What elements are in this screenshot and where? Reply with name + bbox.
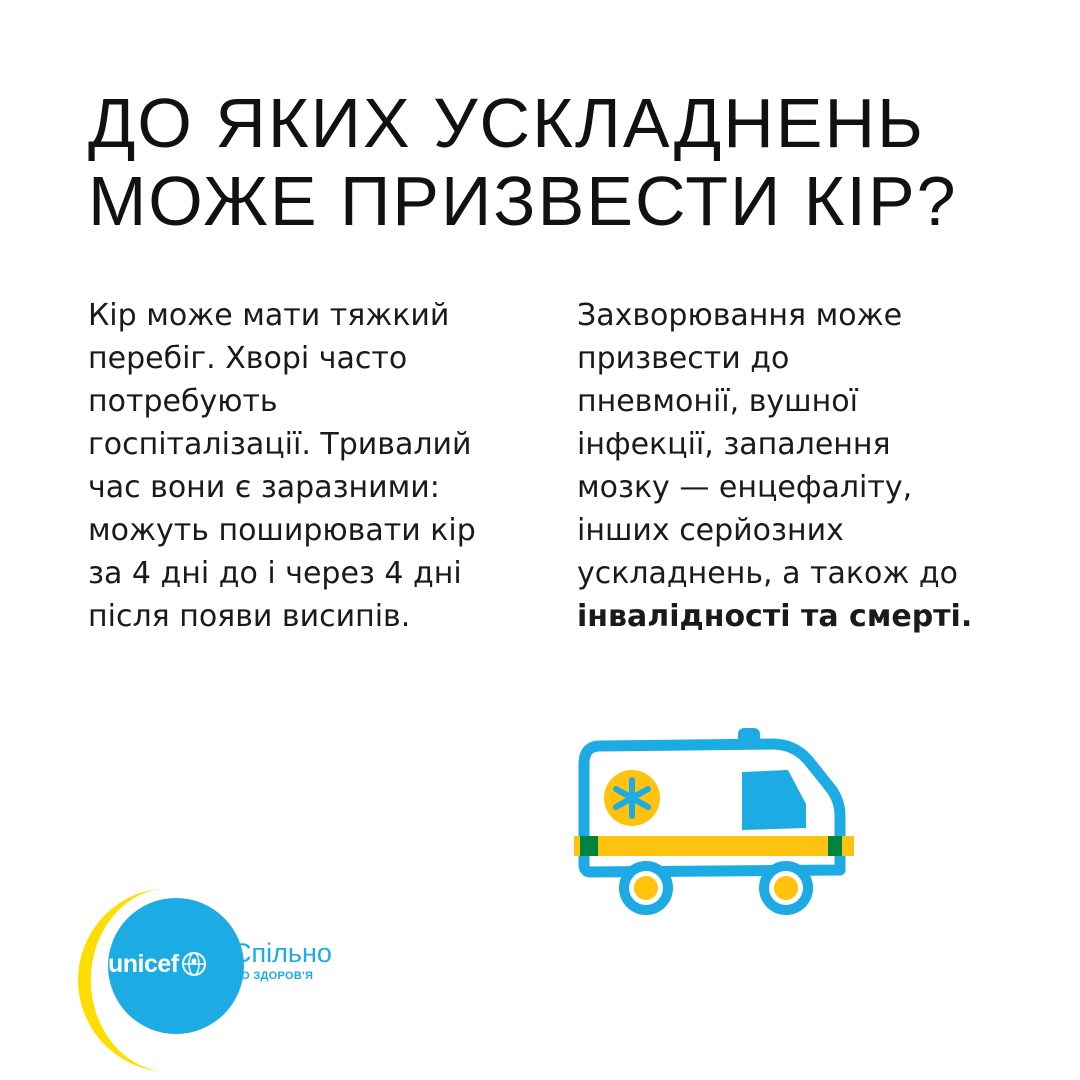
brand-subtitle: ДО ЗДОРОВ'Я [233, 970, 314, 982]
stripe-overlap-right [828, 836, 842, 856]
ambulance-stripe [574, 836, 854, 856]
page-title [88, 84, 1048, 240]
left-line: потребують [88, 384, 278, 419]
ambulance-window [742, 770, 806, 830]
left-line: час вони є заразними: [88, 470, 440, 505]
title-line-2: МОЖЕ ПРИЗВЕСТИ КІР? [88, 162, 958, 240]
right-line: ускладнень, а також до [577, 556, 959, 591]
right-column-text [577, 294, 1017, 638]
right-line: інших серйозних [577, 513, 844, 548]
ambulance-icon [566, 724, 862, 920]
left-line: Кір може мати тяжкий [88, 298, 450, 333]
right-line: призвести до [577, 341, 790, 376]
title-line-1: ДО ЯКИХ УСКЛАДНЕНЬ [88, 84, 925, 162]
left-line: перебіг. Хворі часто [88, 341, 408, 376]
right-line: Захворювання може [577, 298, 903, 333]
left-line: можуть поширювати кір [88, 513, 476, 548]
right-line: мозку — енцефаліту, [577, 470, 913, 505]
stripe-overlap-left [580, 836, 598, 856]
left-line: госпіталізації. Тривалий [88, 427, 472, 462]
right-line: пневмонії, вушної [577, 384, 858, 419]
unicef-emblem-icon [180, 950, 208, 978]
left-line: за 4 дні до і через 4 дні [88, 556, 462, 591]
wheel-left-hub [634, 876, 658, 900]
right-emphasis: інвалідності та смерті. [577, 599, 973, 634]
unicef-wordmark: unicef [108, 950, 179, 978]
left-line: після появи висипів. [88, 599, 411, 634]
right-line: інфекції, запалення [577, 427, 891, 462]
left-column-text [88, 294, 528, 638]
brand-title: Спільно [232, 938, 332, 968]
wheel-right-hub [774, 876, 798, 900]
